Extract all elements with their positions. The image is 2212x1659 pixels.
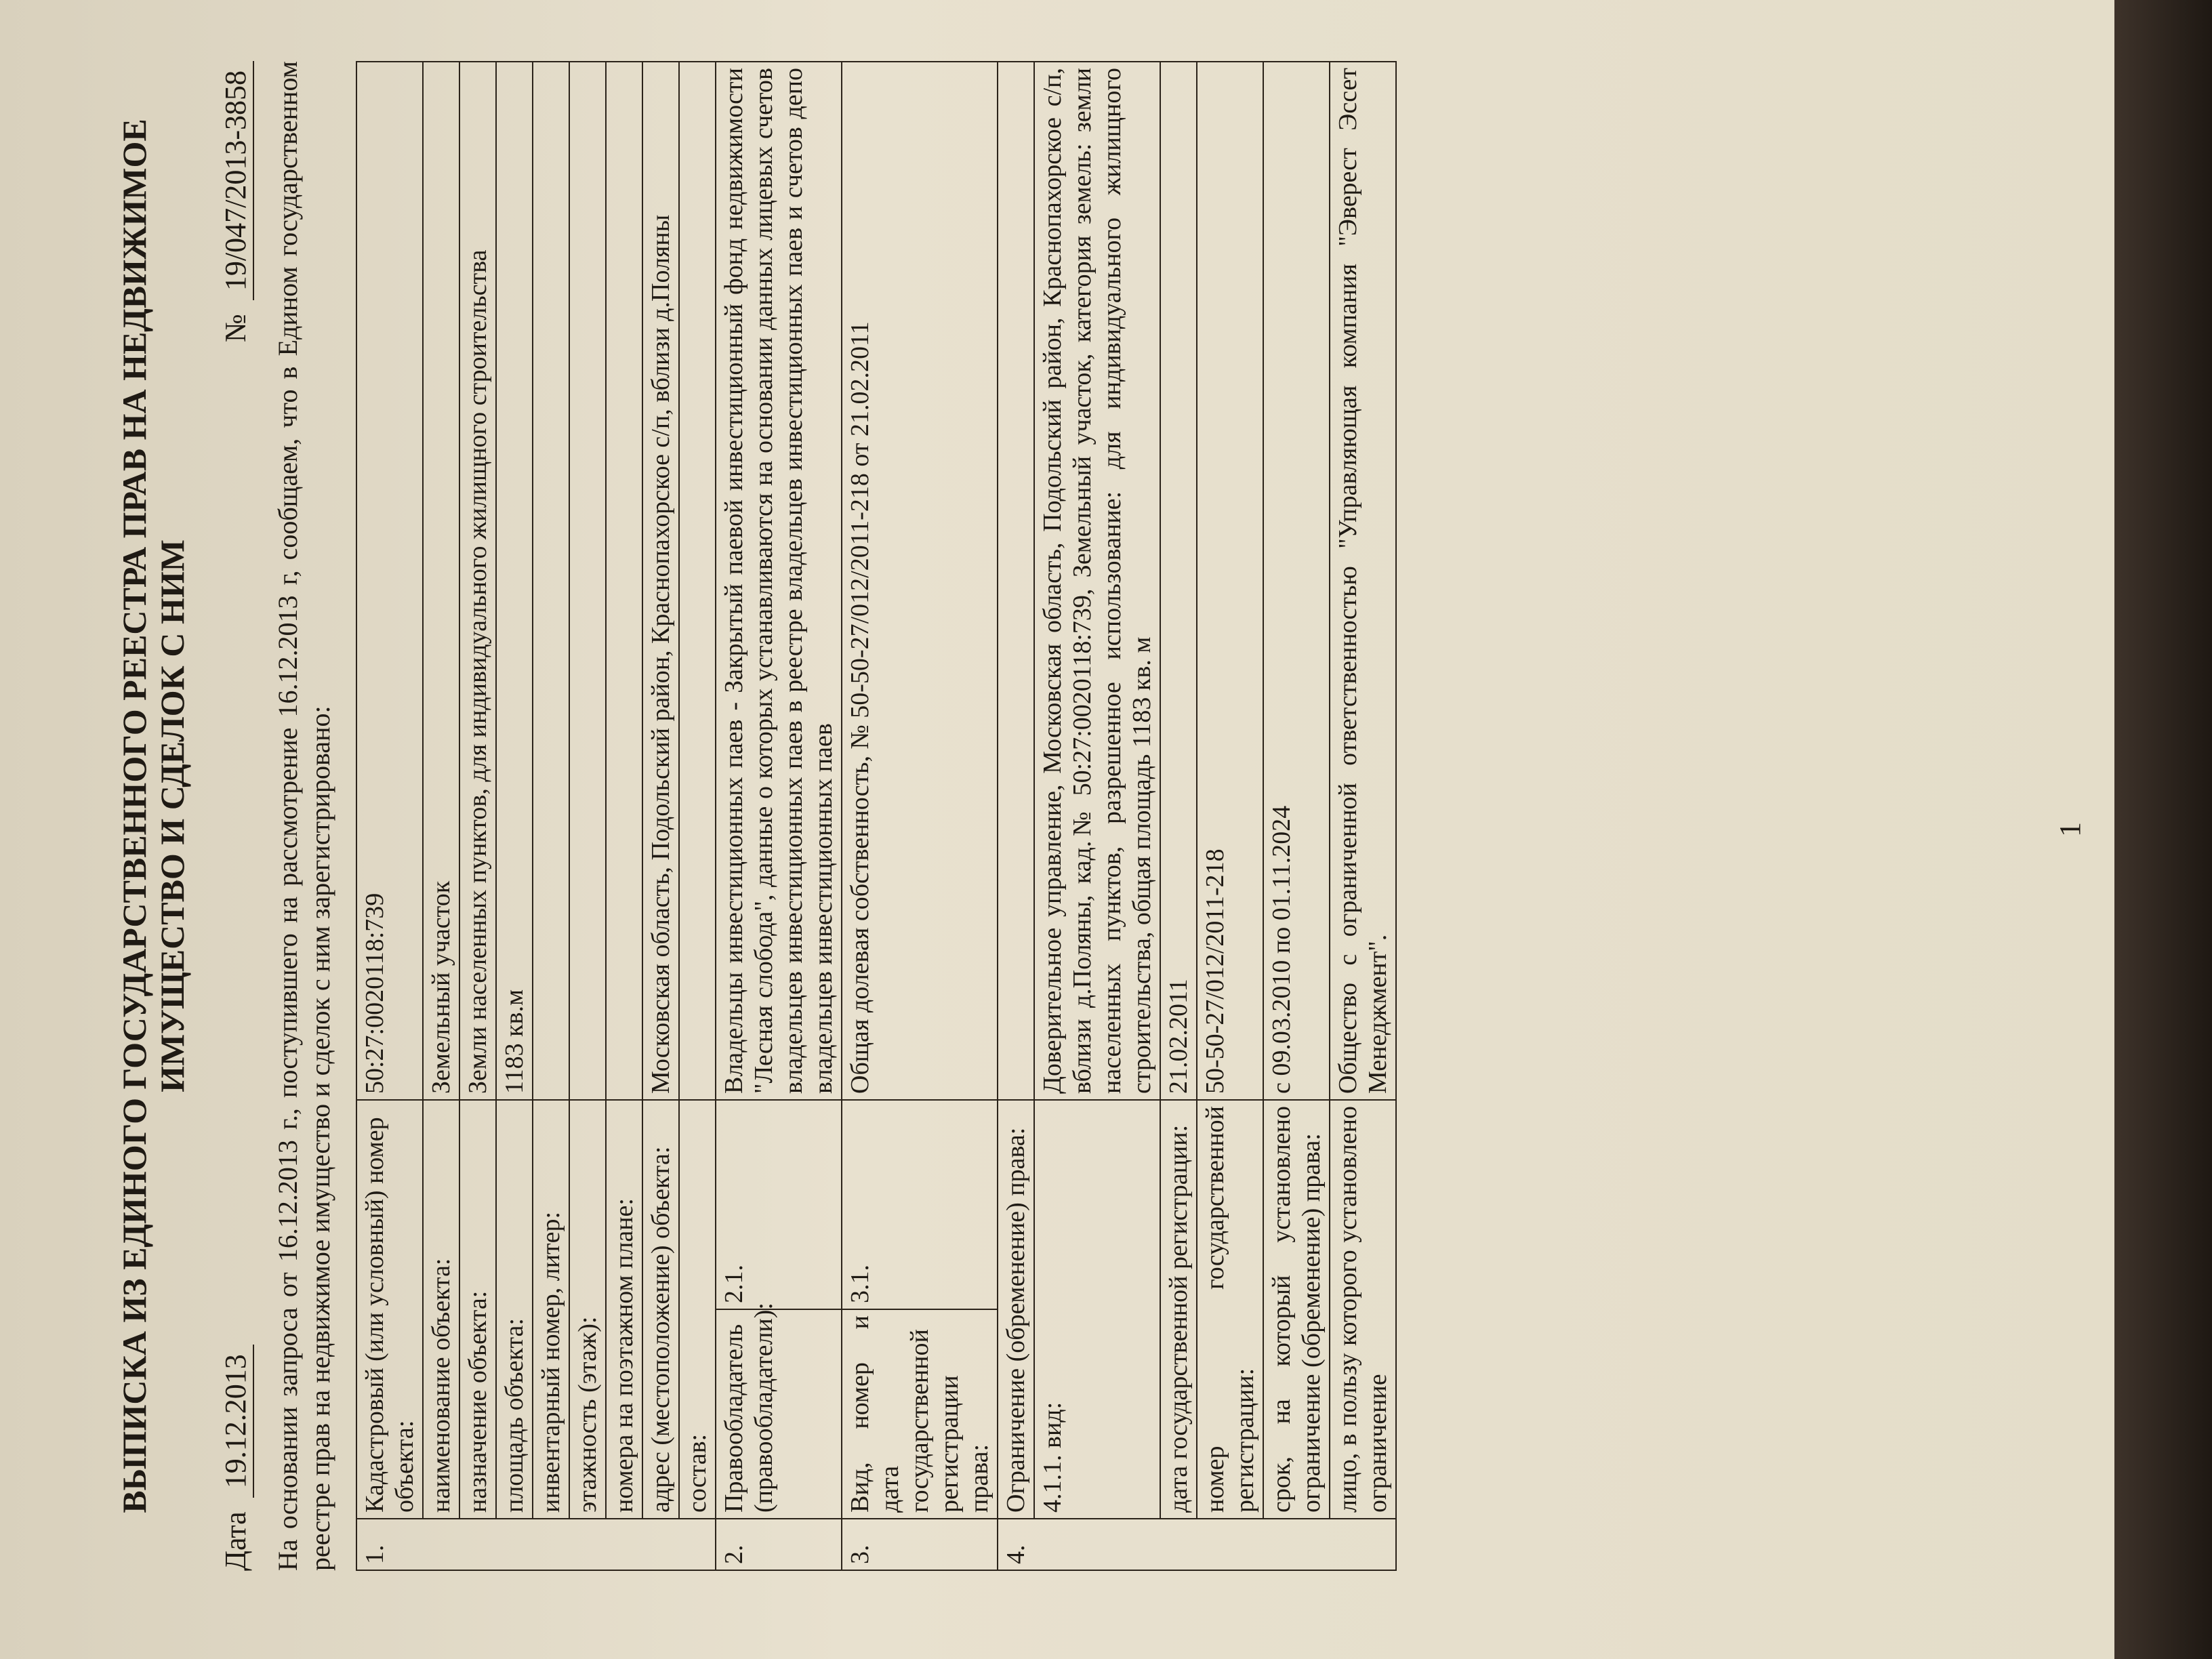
- registry-table: [356, 61, 1397, 1571]
- cadastral-number: 50:27:0020118:739: [356, 62, 423, 1100]
- field-label: Ограничение (обременение) права:: [998, 1100, 1034, 1519]
- document-title: ВЫПИСКА ИЗ ЕДИНОГО ГОСУДАРСТВЕННОГО РЕЕСТРА ПРАВ НА НЕДВИЖИМОЕ ИМУЩЕСТВО И СДЕЛОК С НИМ: [115, 119, 191, 1513]
- field-label: лицо, в пользу которого установлено ограничение: [1330, 1100, 1396, 1519]
- table-row: [356, 62, 423, 1570]
- table-row: [642, 62, 679, 1570]
- page-number: 1: [2053, 822, 2087, 837]
- encumbrance-type-cell: [1034, 1100, 1160, 1519]
- table-row: [1197, 62, 1263, 1570]
- field-label: вид:: [1038, 1401, 1067, 1448]
- registration-number: 50-50-27/012/2011-218: [1197, 62, 1263, 1100]
- field-label: площадь объекта:: [496, 1100, 533, 1519]
- field-label: состав:: [679, 1100, 716, 1519]
- field-label: Правообладатель (правообладатели):: [716, 1309, 842, 1519]
- table-row: [679, 62, 716, 1570]
- object-address: Московская область, Подольский район, Краснопахорское с/п, вблизи д.Поляны: [642, 62, 679, 1100]
- object-name: Земельный участок: [423, 62, 459, 1100]
- field-label: Кадастровый (или условный) номер объекта:: [356, 1100, 423, 1519]
- encumbrance-type: Доверительное управление, Московская область, Подольский район, Краснопахорское с/п, вблизи д.Поляны, кад.№ 50:27:0020118:739, Земельный участок, категория земель: земли населенных пунктов, разрешенное использование: для индивидуального жилищного строительства, общая площадь 1183 кв. м: [1034, 62, 1160, 1100]
- table-row: [1330, 62, 1396, 1570]
- field-label: номера на поэтажном плане:: [606, 1100, 642, 1519]
- table-row: [1034, 62, 1160, 1570]
- number-value: 19/047/2013-3858: [218, 61, 254, 300]
- object-area: 1183 кв.м: [496, 62, 533, 1100]
- date-label: Дата: [219, 1511, 252, 1571]
- row-number: 4.: [998, 1519, 1396, 1570]
- floors: [569, 62, 606, 1100]
- right-registration: Общая долевая собственность, № 50-50-27/012/2011-218 от 21.02.2011: [842, 62, 998, 1100]
- table-row: [998, 62, 1034, 1570]
- sub-number: 4.1.1.: [1038, 1454, 1067, 1513]
- field-label: этажность (этаж):: [569, 1100, 606, 1519]
- field-label: Вид, номер и дата государственной регистрации права:: [842, 1309, 998, 1519]
- registration-date: 21.02.2011: [1160, 62, 1197, 1100]
- date-number-line: [218, 61, 254, 1571]
- object-purpose: Земли населенных пунктов, для индивидуального жилищного строительства: [459, 62, 496, 1100]
- intro-paragraph: На основании запроса от 16.12.2013 г., поступившего на рассмотрение 16.12.2013 г, сообщаем, что в Едином государственном реестре прав на недвижимое имущество и сделок с ним зарегистрировано:: [272, 61, 335, 1571]
- table-row: [1160, 62, 1197, 1570]
- field-label: дата государственной регистрации:: [1160, 1100, 1197, 1519]
- table-row: [569, 62, 606, 1570]
- right-holder: Владельцы инвестиционных паев - Закрытый паевой инвестиционный фонд недвижимости "Лесная слобода", данные о которых устанавливаются на основании данных лицевых счетов владельцев инвестиционных паев в реестре владельцев инвестиционных паев и счетов депо владельцев инвестиционных паев: [716, 62, 842, 1100]
- beneficiary: Общество с ограниченной ответственностью "Управляющая компания "Эверест Эссет Менеджмент".: [1330, 62, 1396, 1100]
- table-row: [716, 62, 842, 1570]
- encumbrance-term: с 09.03.2010 по 01.11.2024: [1263, 62, 1330, 1100]
- number-label: №: [219, 314, 252, 343]
- sub-number: 3.1.: [842, 1100, 998, 1309]
- row-number: 2.: [716, 1519, 842, 1570]
- field-label: назначение объекта:: [459, 1100, 496, 1519]
- table-row: [533, 62, 569, 1570]
- row-number: 3.: [842, 1519, 998, 1570]
- field-label: срок, на который установлено ограничение (обременение) права:: [1263, 1100, 1330, 1519]
- table-row: [459, 62, 496, 1570]
- table-row: [496, 62, 533, 1570]
- field-label: наименование объекта:: [423, 1100, 459, 1519]
- table-row: [423, 62, 459, 1570]
- inventory-number: [533, 62, 569, 1100]
- field-label: адрес (местоположение) объекта:: [642, 1100, 679, 1519]
- sub-number: 2.1.: [716, 1100, 842, 1309]
- table-row: [606, 62, 642, 1570]
- table-row: [842, 62, 998, 1570]
- floor-plan-numbers: [606, 62, 642, 1100]
- row-number: 1.: [356, 1519, 716, 1570]
- table-row: [1263, 62, 1330, 1570]
- field-label: инвентарный номер, литер:: [533, 1100, 569, 1519]
- composition: [679, 62, 716, 1100]
- field-label: номер государственной регистрации:: [1197, 1100, 1263, 1519]
- date-value: 19.12.2013: [218, 1345, 254, 1498]
